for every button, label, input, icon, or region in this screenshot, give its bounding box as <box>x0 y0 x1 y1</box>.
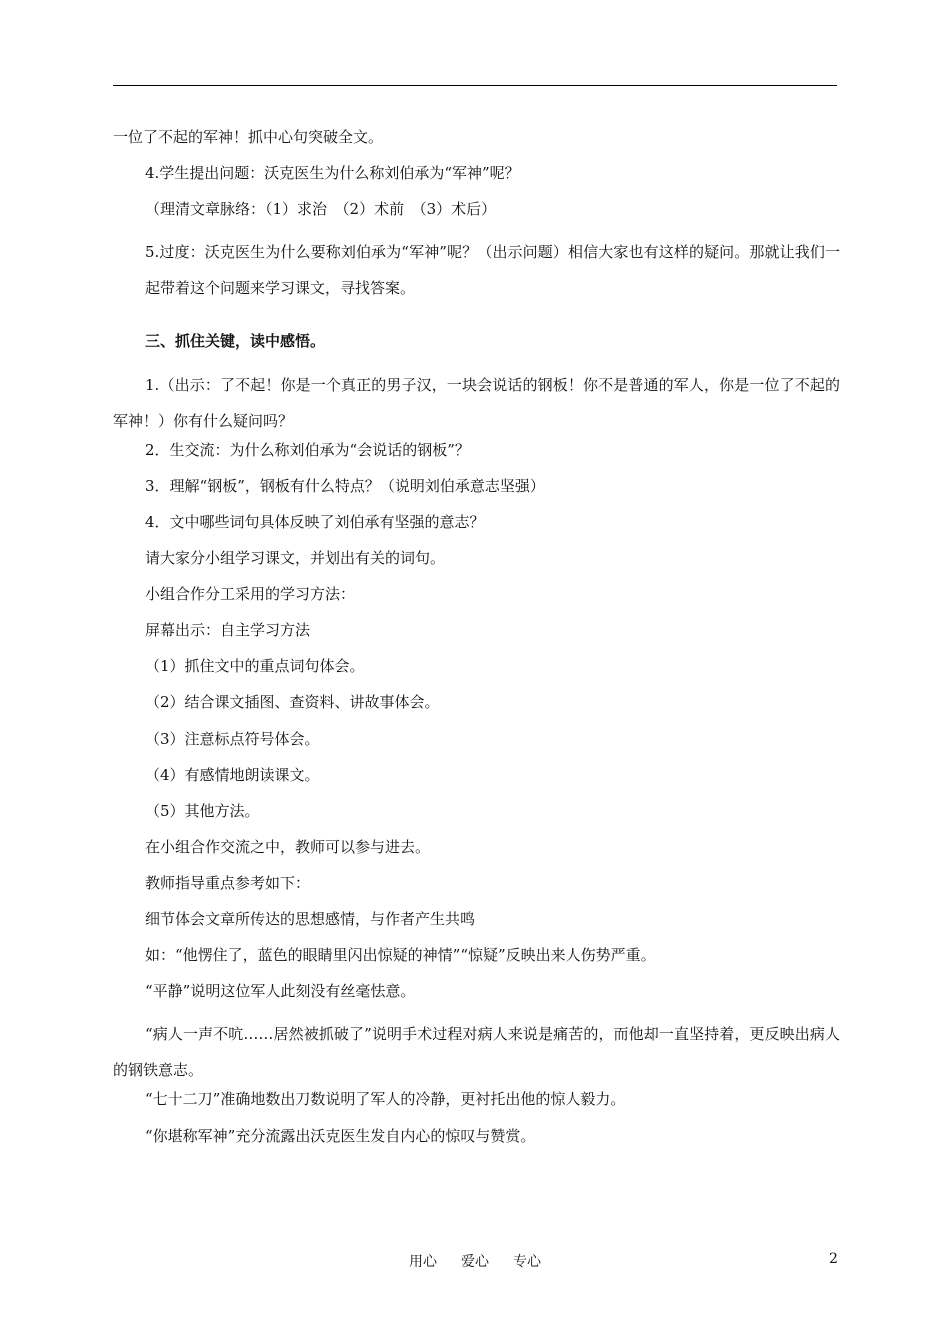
method-item: （3）注意标点符号体会。 <box>145 729 320 748</box>
paragraph: “你堪称军神”充分流露出沃克医生发自内心的惊叹与赞赏。 <box>145 1126 536 1145</box>
paragraph: （理清文章脉络：（1）求治 （2）术前 （3）术后） <box>145 200 497 219</box>
paragraph: 在小组合作交流之中，教师可以参与进去。 <box>145 837 431 856</box>
paragraph: 如：“他愣住了，蓝色的眼睛里闪出惊疑的神情”“惊疑”反映出来人伤势严重。 <box>145 946 656 965</box>
footer-word: 用心 <box>409 1254 437 1270</box>
paragraph: “七十二刀”准确地数出刀数说明了军人的冷静，更衬托出他的惊人毅力。 <box>145 1090 626 1109</box>
method-item: （1）抓住文中的重点词句体会。 <box>145 657 365 676</box>
paragraph: “平静”说明这位军人此刻没有丝毫怯意。 <box>145 982 416 1001</box>
paragraph: 屏幕出示：自主学习方法 <box>145 621 311 640</box>
footer-word: 专心 <box>513 1254 541 1270</box>
paragraph <box>113 367 840 439</box>
paragraph: 请大家分小组学习课文，并划出有关的词句。 <box>145 549 446 568</box>
footer-motto <box>0 1251 950 1271</box>
paragraph <box>113 234 840 306</box>
method-item: （4）有感情地朗读课文。 <box>145 765 320 784</box>
paragraph-text: 1.（出示：了不起！你是一个真正的男子汉，一块会说话的钢板！你不是普通的军人，你是一位了不起的军神！）你有什么疑问吗？ <box>113 375 840 430</box>
document-body <box>113 126 840 1161</box>
paragraph: 小组合作分工采用的学习方法： <box>145 585 356 604</box>
paragraph: 细节体会文章所传达的思想感情，与作者产生共鸣 <box>145 909 476 928</box>
paragraph: 4．文中哪些词句具体反映了刘伯承有坚强的意志？ <box>145 512 485 531</box>
section-heading: 三、抓住关键，读中感悟。 <box>145 332 326 351</box>
paragraph-text: 5.过度：沃克医生为什么要称刘伯承为“军神”呢？（出示问题）相信大家也有这样的疑问。那就让我们一起带着这个问题来学习课文，寻找答案。 <box>145 243 840 298</box>
page-number: 2 <box>829 1251 838 1267</box>
paragraph: 一位了不起的军神！抓中心句突破全文。 <box>113 128 384 146</box>
footer-word: 爱心 <box>461 1254 489 1270</box>
paragraph <box>113 1016 840 1088</box>
paragraph-text: “病人一声不吭……居然被抓破了”说明手术过程对病人来说是痛苦的，而他却一直坚持着，更反映出病人的钢铁意志。 <box>113 1025 840 1080</box>
method-item: （5）其他方法。 <box>145 801 260 820</box>
paragraph: 教师指导重点参考如下： <box>145 873 311 892</box>
paragraph: 4.学生提出问题：沃克医生为什么称刘伯承为“军神”呢？ <box>145 164 520 183</box>
paragraph: 2．生交流：为什么称刘伯承为“会说话的钢板”？ <box>145 440 470 459</box>
method-item: （2）结合课文插图、查资料、讲故事体会。 <box>145 693 440 712</box>
paragraph: 3．理解“钢板”，钢板有什么特点？（说明刘伯承意志坚强） <box>145 476 545 495</box>
header-rule <box>113 85 837 86</box>
